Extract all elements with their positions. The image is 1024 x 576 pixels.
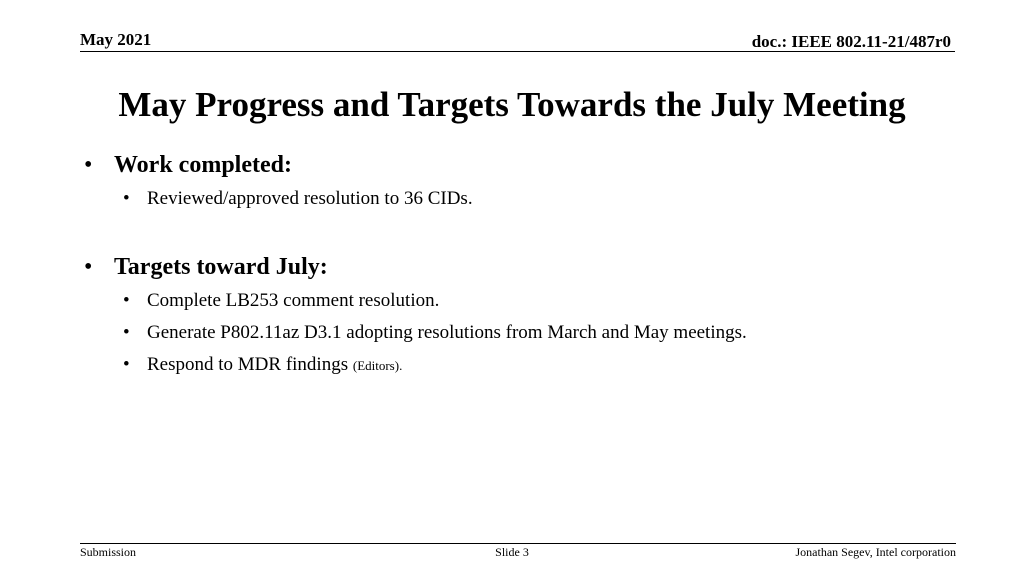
- bullet-icon: •: [84, 254, 93, 280]
- footer-author: Jonathan Segev, Intel corporation: [795, 545, 956, 559]
- footer-submission: Submission: [80, 545, 137, 559]
- slide-title: May Progress and Targets Towards the July Meeting: [118, 85, 906, 124]
- section-heading-text: Work completed:: [114, 152, 292, 178]
- footer-divider: [80, 543, 956, 544]
- header-divider: [80, 51, 955, 52]
- list-item-text: Generate P802.11az D3.1 adopting resolutions from March and May meetings.: [147, 322, 747, 343]
- list-item-text: Respond to MDR findings: [147, 354, 349, 375]
- header-date: May 2021: [80, 30, 152, 49]
- list-item: [84, 288, 944, 314]
- list-item-text: Complete LB253 comment resolution.: [147, 290, 440, 311]
- bullet-icon: •: [84, 152, 93, 178]
- footer-slide-number: Slide 3: [495, 545, 529, 559]
- slide-body: [84, 150, 944, 385]
- section-heading-targets: [84, 252, 944, 282]
- list-item: [84, 186, 944, 212]
- section-heading-text: Targets toward July:: [114, 254, 328, 280]
- list-item-text: Reviewed/approved resolution to 36 CIDs.: [147, 188, 473, 209]
- bullet-icon: •: [123, 322, 130, 343]
- header-doc-id: doc.: IEEE 802.11-21/487r0: [751, 32, 951, 51]
- spacer: [84, 218, 944, 252]
- bullet-icon: •: [123, 354, 130, 375]
- list-item: [84, 352, 944, 379]
- bullet-icon: •: [123, 290, 130, 311]
- list-item-note: (Editors).: [352, 358, 403, 373]
- bullet-icon: •: [123, 188, 130, 209]
- list-item: [84, 320, 944, 346]
- section-heading-work-completed: [84, 150, 944, 180]
